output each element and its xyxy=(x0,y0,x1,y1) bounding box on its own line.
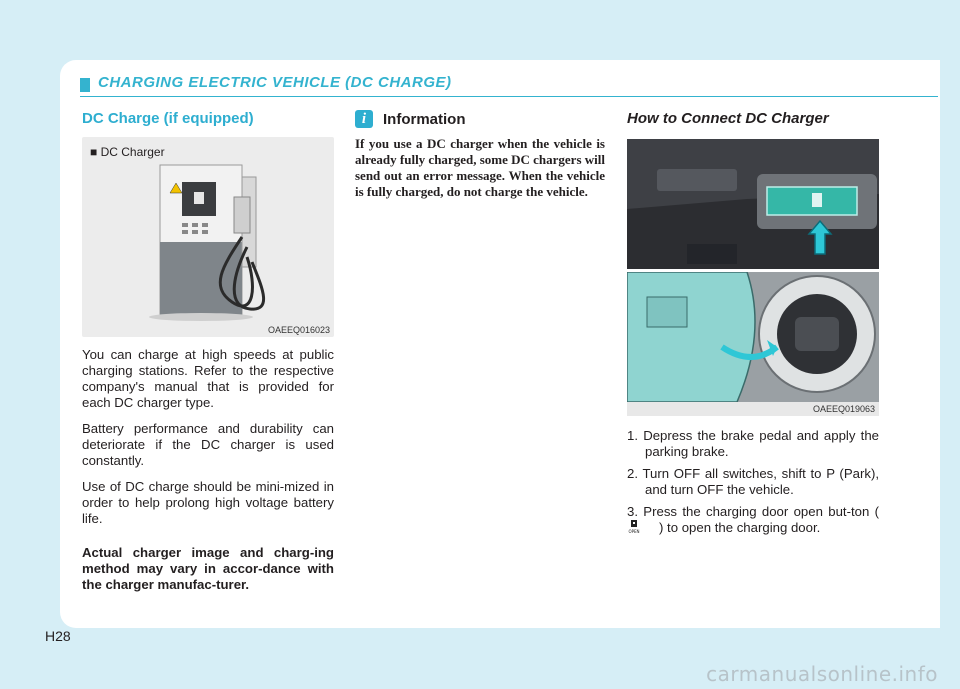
section-title: CHARGING ELECTRIC VEHICLE (DC CHARGE) xyxy=(98,74,452,91)
bold-note: Actual charger image and charg-ing method may vary in accor-dance with the charger manufac-turer. xyxy=(82,545,334,592)
column-information xyxy=(355,110,605,200)
step-3 xyxy=(627,504,879,536)
title-divider xyxy=(80,96,940,97)
page-number: H28 xyxy=(45,628,71,644)
paragraph-1: You can charge at high speeds at public charging stations. Refer to the respective company's manual that is provided for each DC charger type. xyxy=(82,347,334,410)
dc-charger-figure xyxy=(82,137,334,337)
information-header xyxy=(355,110,605,128)
page-edge xyxy=(938,60,940,628)
title-accent-bar xyxy=(80,78,90,92)
open-icon-label: OPEN xyxy=(628,529,640,534)
dc-charger-illustration xyxy=(82,137,334,337)
how-to-connect-heading: How to Connect DC Charger xyxy=(627,110,829,127)
dashboard-illustration xyxy=(627,139,879,269)
steps-list xyxy=(627,428,879,536)
dashboard-button-photo xyxy=(627,139,879,269)
step-3-text-end: ) to open the charging door. xyxy=(659,520,821,535)
information-title: Information xyxy=(383,110,466,128)
paragraph-2: Battery performance and durability can deteriorate if the DC charger is used constantly. xyxy=(82,421,334,468)
dc-charge-heading: DC Charge (if equipped) xyxy=(82,110,254,127)
step-1: 1. Depress the brake pedal and apply the parking brake. xyxy=(627,428,879,459)
column-dc-charge xyxy=(82,110,334,593)
information-icon: i xyxy=(355,110,373,128)
manual-page xyxy=(60,60,940,628)
charging-door-photo xyxy=(627,272,879,402)
step-2: 2. Turn OFF all switches, shift to P (Park), and turn OFF the vehicle. xyxy=(627,466,879,497)
charge-door-open-icon xyxy=(628,520,659,534)
figure-code: OAEEQ016023 xyxy=(267,325,330,335)
paragraph-3: Use of DC charge should be mini-mized in order to help prolong high voltage battery life. xyxy=(82,479,334,526)
column-how-to-connect xyxy=(627,110,879,542)
figure-label: ■ DC Charger xyxy=(90,145,165,159)
charging-door-illustration xyxy=(627,272,879,402)
information-text: If you use a DC charger when the vehicle is already fully charged, some DC chargers will send out an error message. When the vehicle is fully charged, do not charge the vehicle. xyxy=(355,136,605,199)
figure-code: OAEEQ019063 xyxy=(812,404,875,414)
figure-code-row xyxy=(627,402,879,416)
watermark: carmanualsonline.info xyxy=(706,662,938,686)
step-3-text-start: 3. Press the charging door open but-ton ( xyxy=(627,504,879,519)
section-title-bar xyxy=(80,72,940,94)
